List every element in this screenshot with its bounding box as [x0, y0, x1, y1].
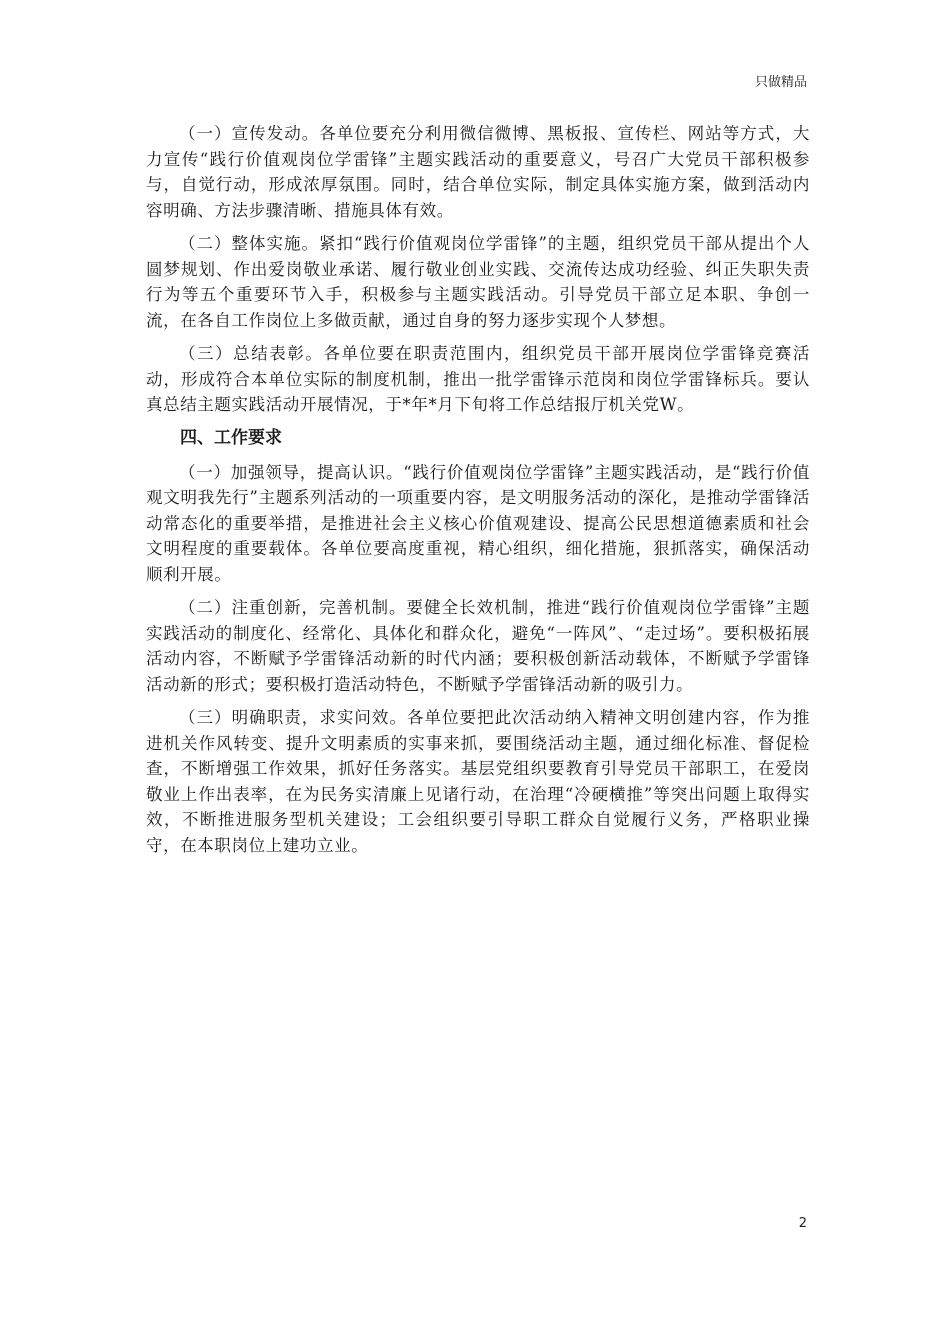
document-body [146, 121, 810, 866]
paragraph-implementation: （二）整体实施。紧扣“践行价值观岗位学雷锋”的主题，组织党员干部从提出个人圆梦规划、作出爱岗敬业承诺、履行敬业创业实践、交流传达成功经验、纠正失职失责行为等五个重要环节入手，积极参与主题实践活动。引导党员干部立足本职、争创一流，在各自工作岗位上多做贡献，通过自身的努力逐步实现个人梦想。 [146, 234, 810, 330]
paragraph-commendation: （三）总结表彰。各单位要在职责范围内，组织党员干部开展岗位学雷锋竞赛活动，形成符合本单位实际的制度机制，推出一批学雷锋示范岗和岗位学雷锋标兵。要认真总结主题实践活动开展情况，于*年*月下旬将工作总结报厅机关党W。 [146, 344, 810, 414]
paragraph-innovation: （二）注重创新，完善机制。要健全长效机制，推进“践行价值观岗位学雷锋”主题实践活动的制度化、经常化、具体化和群众化，避免“一阵风”、“走过场”。要积极拓展活动内容，不断赋予学雷锋活动新的时代内涵；要积极创新活动载体，不断赋予学雷锋活动新的形式；要积极打造活动特色，不断赋予学雷锋活动新的吸引力。 [146, 598, 810, 694]
page-number: 2 [798, 1216, 807, 1231]
section-heading: 四、工作要求 [180, 427, 282, 448]
paragraph-leadership: （一）加强领导，提高认识。“践行价值观岗位学雷锋”主题实践活动，是“践行价值观文明我先行”主题系列活动的一项重要内容，是文明服务活动的深化，是推动学雷锋活动常态化的重要举措，是推进社会主义核心价值观建设、提高公民思想道德素质和社会文明程度的重要载体。各单位要高度重视，精心组织，细化措施，狠抓落实，确保活动顺利开展。 [146, 462, 810, 584]
paragraph-publicity: （一）宣传发动。各单位要充分利用微信微博、黑板报、宣传栏、网站等方式，大力宣传“践行价值观岗位学雷锋”主题实践活动的重要意义，号召广大党员干部积极参与，自觉行动，形成浓厚氛围。同时，结合单位实际，制定具体实施方案，做到活动内容明确、方法步骤清晰、措施具体有效。 [146, 124, 810, 220]
paragraph-responsibility: （三）明确职责，求实问效。各单位要把此次活动纳入精神文明创建内容，作为推进机关作风转变、提升文明素质的实事来抓，要围绕活动主题，通过细化标准、督促检查，不断增强工作效果，抓好任务落实。基层党组织要教育引导党员干部职工，在爱岗敬业上作出表率，在为民务实清廉上见诸行动，在治理“冷硬横推”等突出问题上取得实效，不断推进服务型机关建设；工会组织要引导职工群众自觉履行义务，严格职业操守，在本职岗位上建功立业。 [146, 708, 810, 855]
header-note: 只做精品 [754, 75, 807, 90]
